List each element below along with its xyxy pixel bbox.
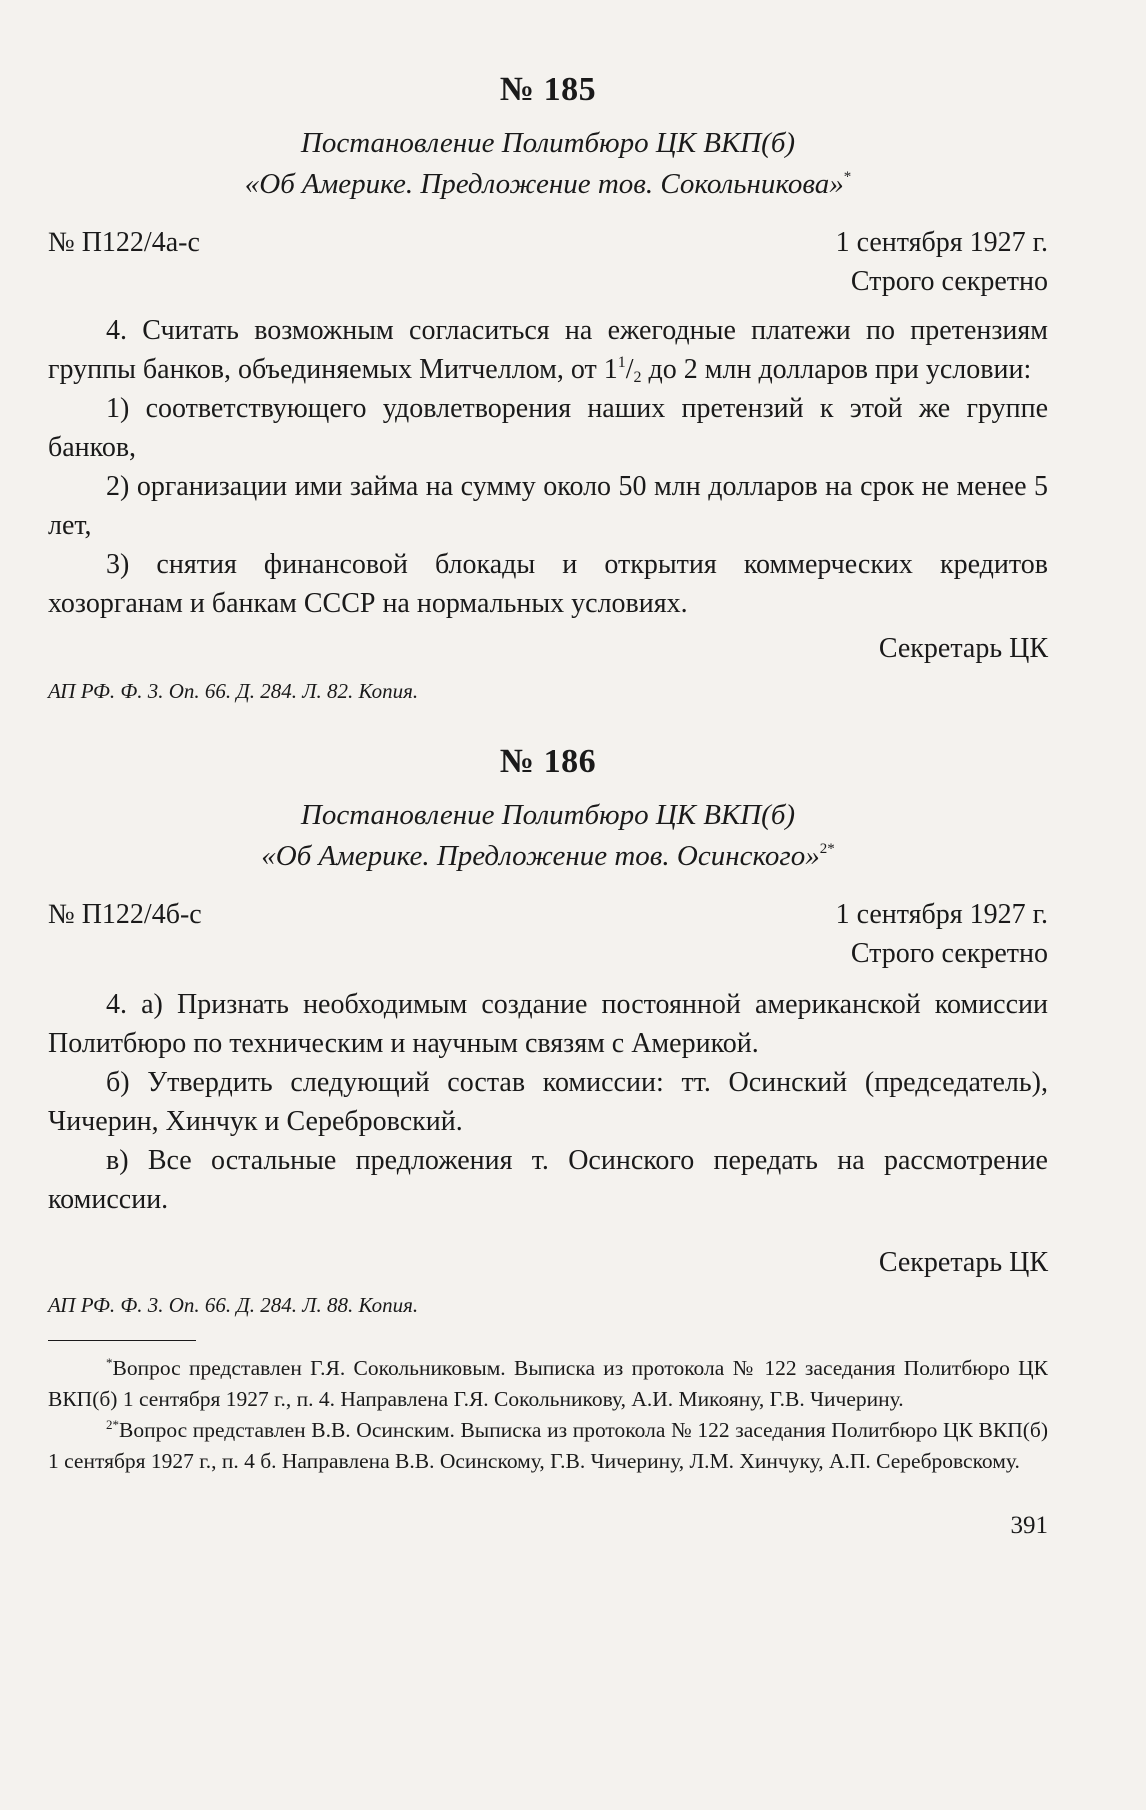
condition-item: 3) снятия финансовой блокады и открытия коммерческих кредитов хозорганам и банкам СССР на нормальных условиях. [48, 549, 1048, 619]
title-line: Постановление Политбюро ЦК ВКП(б) [300, 127, 796, 159]
footnote [48, 1415, 1048, 1477]
document-meta [48, 895, 1048, 934]
signature: Секретарь ЦК [878, 1247, 1048, 1278]
paragraph-text: до 2 млн долларов при условии: [641, 354, 1032, 385]
classification-stamp: Строго секретно [850, 266, 1048, 297]
archive-source: АП РФ. Ф. 3. Оп. 66. Д. 284. Л. 82. Копия. [48, 679, 419, 703]
fraction-slash: / [625, 354, 634, 385]
document-reference: № П122/4б-с [48, 899, 202, 930]
archive-source: АП РФ. Ф. 3. Оп. 66. Д. 284. Л. 88. Копия. [48, 1293, 419, 1317]
footnote-text: Вопрос представлен В.В. Осинским. Выписка из протокола № 122 заседания Политбюро ЦК ВКП(б) 1 сентября 1927 г., п. 4 б. Направлена В.В. Осинскому, Г.В. Чичерину, Л.М. Хинчуку, А.П. Серебровскому. [48, 1418, 1048, 1473]
footnote-mark[interactable]: 2* [819, 841, 835, 857]
document-date: 1 сентября 1927 г. [835, 227, 1048, 258]
title-line: Постановление Политбюро ЦК ВКП(б) [300, 799, 796, 831]
footnote-mark: 2* [106, 1417, 119, 1432]
document-title [48, 123, 1048, 205]
footnotes [48, 1353, 1048, 1477]
resolution-paragraph: 4. а) Признать необходимым создание постоянной американской комиссии Политбюро по техническим и научным связям с Америкой. [48, 989, 1048, 1059]
document-number: № 185 [499, 71, 597, 108]
document-date: 1 сентября 1927 г. [835, 899, 1048, 930]
fraction-numerator: 1 [617, 354, 626, 371]
condition-item: 1) соответствующего удовлетворения наших претензий к этой же группе банков, [48, 393, 1048, 463]
resolution-paragraph [48, 311, 1048, 389]
footnote-mark: * [106, 1355, 113, 1370]
title-line [48, 836, 1048, 877]
page-number: 391 [1010, 1512, 1048, 1539]
resolution-paragraph: в) Все остальные предложения т. Осинского передать на рассмотрение комиссии. [48, 1145, 1048, 1215]
title-line [48, 164, 1048, 205]
document-reference: № П122/4а-с [48, 227, 200, 258]
resolution-paragraph: б) Утвердить следующий состав комиссии: тт. Осинский (председатель), Чичерин, Хинчук и Серебровский. [48, 1067, 1048, 1137]
document-meta [48, 223, 1048, 262]
footnote [48, 1353, 1048, 1415]
title-text: «Об Америке. Предложение тов. Сокольникова» [244, 168, 844, 200]
document-186 [48, 742, 1048, 1320]
fraction-denominator: 2 [633, 369, 642, 386]
footnote-text: Вопрос представлен Г.Я. Сокольниковым. Выписка из протокола № 122 заседания Политбюро ЦК ВКП(б) 1 сентября 1927 г., п. 4. Направлена Г.Я. Сокольникову, А.И. Микояну, Г.В. Чичерину. [48, 1356, 1048, 1411]
book-page [48, 70, 1048, 1541]
document-title [48, 795, 1048, 877]
classification-stamp: Строго секретно [850, 938, 1048, 969]
paragraph-text: 4. Считать возможным согласиться на ежегодные платежи по претензиям группы банков, объединяемых Митчеллом, от 1 [48, 315, 1048, 385]
footnote-mark[interactable]: * [843, 169, 852, 185]
document-number: № 186 [499, 743, 597, 780]
condition-item: 2) организации ими займа на сумму около 50 млн долларов на срок не менее 5 лет, [48, 471, 1048, 541]
title-text: «Об Америке. Предложение тов. Осинского» [261, 840, 820, 872]
document-185 [48, 70, 1048, 706]
signature: Секретарь ЦК [878, 633, 1048, 664]
